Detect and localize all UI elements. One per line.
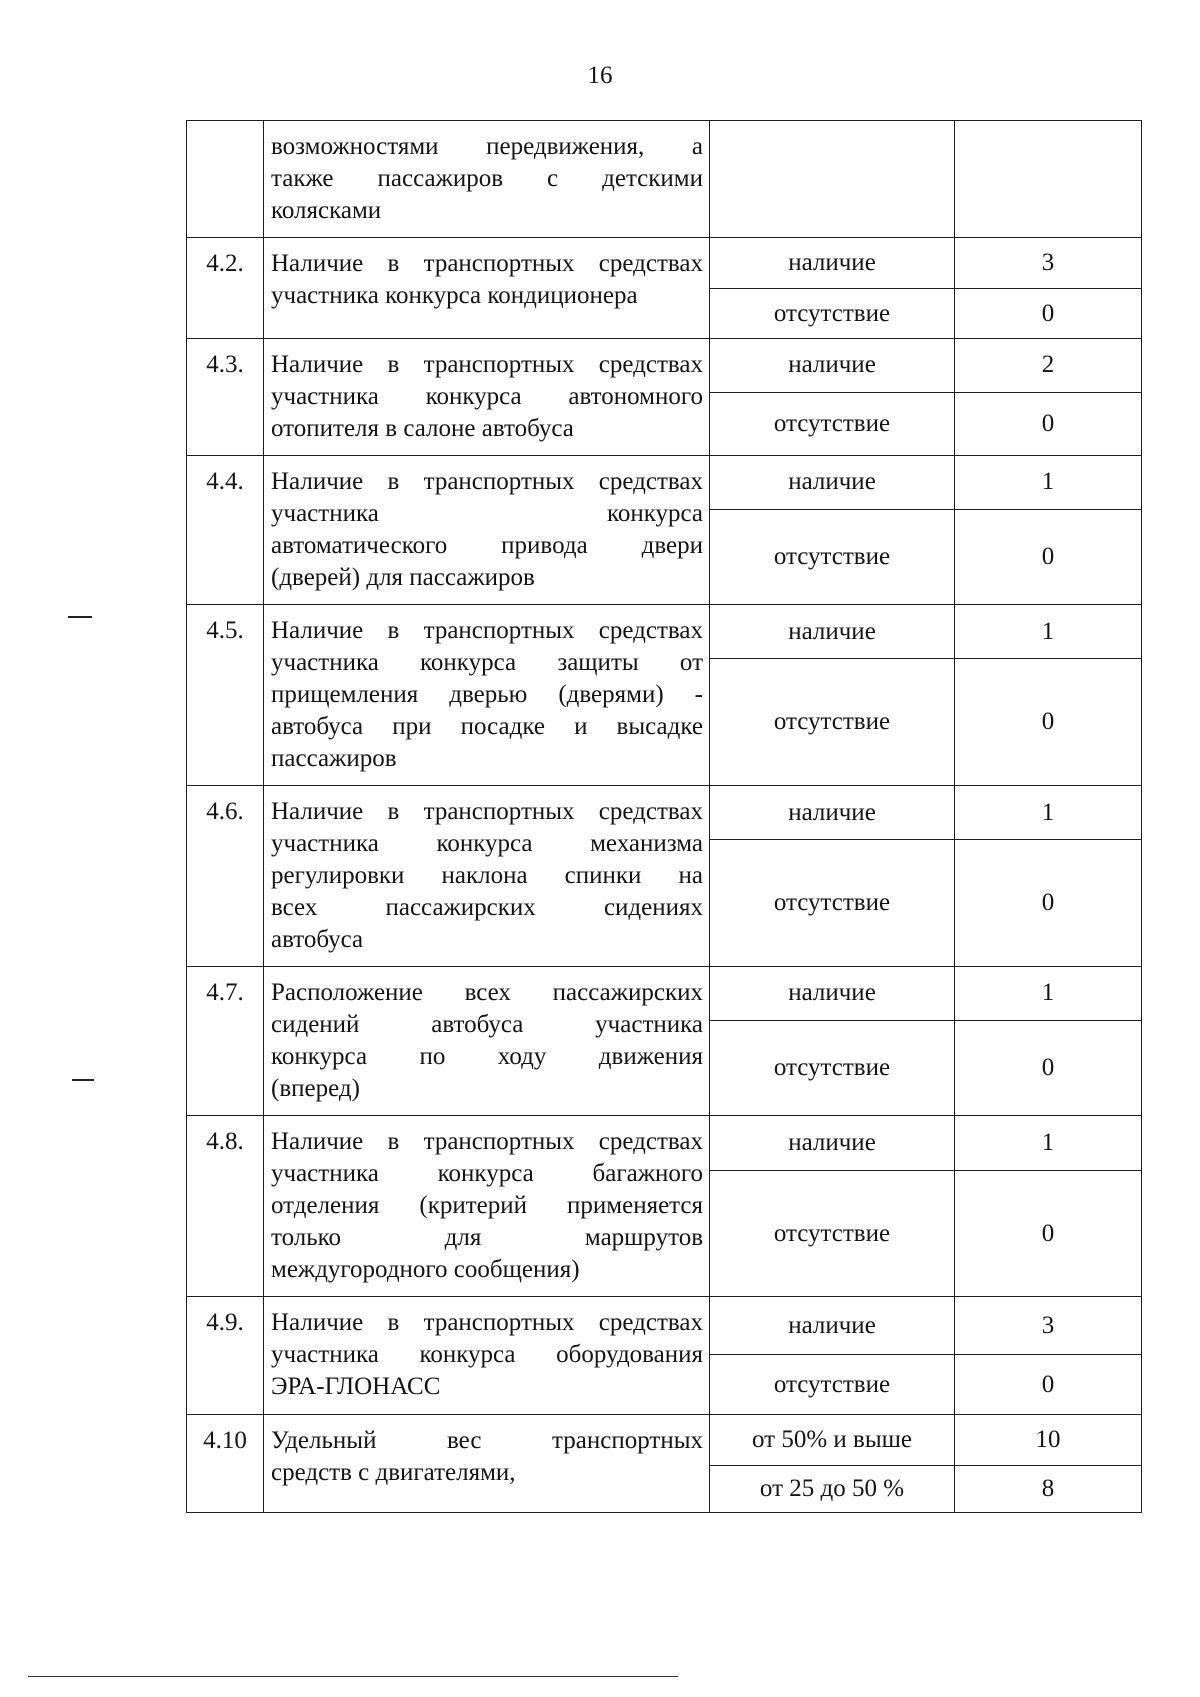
- page-number: 16: [587, 62, 613, 89]
- description-line: Наличие в транспортных средствах: [271, 1309, 703, 1336]
- description-line: участника конкурса багажного: [271, 1160, 703, 1187]
- points-value: 2: [955, 339, 1142, 393]
- criterion-description: [264, 786, 710, 967]
- criteria-table: [186, 120, 1142, 1513]
- description-line: возможностями передвижения, а: [271, 133, 703, 160]
- option-label: наличие: [710, 1116, 955, 1171]
- option-label: отсутствие: [710, 509, 955, 604]
- criterion-number: 4.6.: [187, 786, 264, 967]
- criterion-description: [264, 1116, 710, 1297]
- criterion-description: [264, 967, 710, 1116]
- criterion-row: [187, 605, 1142, 659]
- description-line: Наличие в транспортных средствах: [271, 1128, 703, 1155]
- description-line: колясками: [271, 197, 382, 224]
- criterion-number: 4.4.: [187, 456, 264, 605]
- points-value: 3: [955, 238, 1142, 289]
- option-label: отсутствие: [710, 392, 955, 455]
- description-line: Удельный вес транспортных: [271, 1427, 703, 1454]
- option-label: отсутствие: [710, 1355, 955, 1415]
- description-line: Расположение всех пассажирских: [271, 979, 703, 1006]
- option-label: от 50% и выше: [710, 1415, 955, 1466]
- description-line: участника конкурса автономного: [271, 383, 703, 410]
- points-value: 0: [955, 392, 1142, 455]
- points-value: 1: [955, 605, 1142, 659]
- option-label: [710, 121, 955, 238]
- description-line: Наличие в транспортных средствах: [271, 468, 703, 495]
- option-label: отсутствие: [710, 289, 955, 339]
- option-label: наличие: [710, 456, 955, 510]
- criterion-number: 4.3.: [187, 339, 264, 456]
- description-line: пассажиров: [271, 745, 397, 772]
- description-line: автоматического привода двери: [271, 532, 703, 559]
- description-line: только для маршрутов: [271, 1224, 703, 1251]
- points-value: 1: [955, 786, 1142, 840]
- criterion-number: 4.7.: [187, 967, 264, 1116]
- criterion-row: [187, 967, 1142, 1021]
- description-line: всех пассажирских сидениях: [271, 894, 703, 921]
- description-line: отделения (критерий применяется: [271, 1192, 703, 1219]
- criterion-number: 4.9.: [187, 1297, 264, 1415]
- criterion-description: [264, 121, 710, 238]
- criterion-row: [187, 238, 1142, 289]
- points-value: 0: [955, 1355, 1142, 1415]
- points-value: 0: [955, 509, 1142, 604]
- continuation-row: [187, 121, 1142, 238]
- criterion-number: 4.5.: [187, 605, 264, 786]
- points-value: 3: [955, 1297, 1142, 1355]
- points-value: 0: [955, 1020, 1142, 1115]
- description-line: автобуса при посадке и высадке: [271, 713, 703, 740]
- description-line: средств с двигателями,: [271, 1459, 516, 1486]
- option-label: наличие: [710, 238, 955, 289]
- scan-mark: [72, 1079, 94, 1081]
- points-value: 8: [955, 1466, 1142, 1513]
- criterion-number: [187, 121, 264, 238]
- description-line: Наличие в транспортных средствах: [271, 250, 703, 277]
- points-value: 0: [955, 1171, 1142, 1297]
- criterion-row: [187, 1415, 1142, 1466]
- points-value: 1: [955, 1116, 1142, 1171]
- description-line: Наличие в транспортных средствах: [271, 617, 703, 644]
- option-label: отсутствие: [710, 1171, 955, 1297]
- option-label: наличие: [710, 1297, 955, 1355]
- points-value: 0: [955, 289, 1142, 339]
- option-label: отсутствие: [710, 659, 955, 786]
- description-line: сидений автобуса участника: [271, 1011, 703, 1038]
- criterion-row: [187, 339, 1142, 393]
- description-line: регулировки наклона спинки на: [271, 862, 703, 889]
- description-line: (дверей) для пассажиров: [271, 564, 535, 591]
- option-label: наличие: [710, 967, 955, 1021]
- footer-rule: [28, 1676, 678, 1677]
- points-value: 1: [955, 456, 1142, 510]
- description-line: ЭРА-ГЛОНАСС: [271, 1373, 441, 1400]
- option-label: отсутствие: [710, 1020, 955, 1115]
- criterion-number: 4.2.: [187, 238, 264, 339]
- criterion-row: [187, 1297, 1142, 1355]
- option-label: отсутствие: [710, 840, 955, 967]
- criterion-number: 4.8.: [187, 1116, 264, 1297]
- description-line: Наличие в транспортных средствах: [271, 798, 703, 825]
- description-line: участника конкурса: [271, 500, 703, 527]
- criterion-row: [187, 1116, 1142, 1171]
- points-value: [955, 121, 1142, 238]
- criterion-description: [264, 605, 710, 786]
- criterion-number: 4.10: [187, 1415, 264, 1513]
- criterion-description: [264, 1415, 710, 1513]
- description-line: отопителя в салоне автобуса: [271, 415, 574, 442]
- points-value: 0: [955, 659, 1142, 786]
- criterion-row: [187, 786, 1142, 840]
- points-value: 0: [955, 840, 1142, 967]
- description-line: конкурса по ходу движения: [271, 1043, 703, 1070]
- description-line: прищемления дверью (дверями) -: [271, 681, 703, 708]
- scan-mark: [68, 616, 92, 618]
- description-line: участника конкурса защиты от: [271, 649, 703, 676]
- description-line: междугородного сообщения): [271, 1256, 580, 1283]
- option-label: наличие: [710, 786, 955, 840]
- criterion-description: [264, 339, 710, 456]
- option-label: наличие: [710, 605, 955, 659]
- criterion-description: [264, 238, 710, 339]
- description-line: участника конкурса оборудования: [271, 1341, 703, 1368]
- option-label: наличие: [710, 339, 955, 393]
- points-value: 10: [955, 1415, 1142, 1466]
- option-label: от 25 до 50 %: [710, 1466, 955, 1513]
- description-line: также пассажиров с детскими: [271, 165, 703, 192]
- criterion-description: [264, 456, 710, 605]
- description-line: участника конкурса механизма: [271, 830, 703, 857]
- criterion-row: [187, 456, 1142, 510]
- points-value: 1: [955, 967, 1142, 1021]
- description-line: автобуса: [271, 926, 364, 953]
- criterion-description: [264, 1297, 710, 1415]
- description-line: (вперед): [271, 1075, 360, 1102]
- description-line: участника конкурса кондиционера: [271, 282, 638, 309]
- description-line: Наличие в транспортных средствах: [271, 351, 703, 378]
